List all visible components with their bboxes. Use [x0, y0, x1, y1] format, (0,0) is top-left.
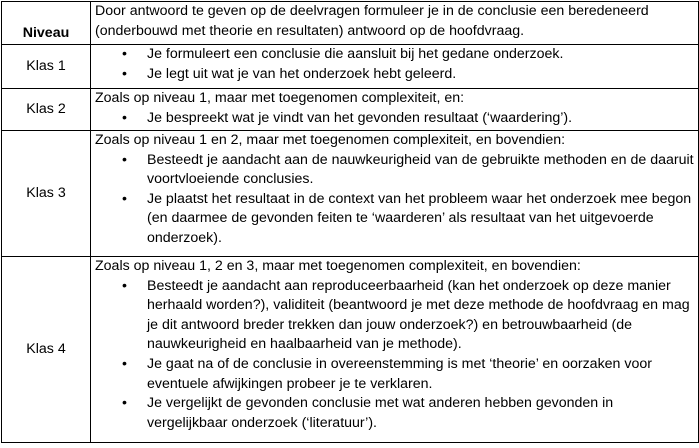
criteria-list	[95, 109, 694, 129]
criteria-list	[95, 151, 694, 249]
table-row-klas-1	[2, 45, 699, 89]
table-row-klas-4	[2, 257, 699, 443]
criterion-item	[95, 277, 694, 355]
criteria-list	[95, 45, 694, 84]
criteria-cell	[91, 89, 699, 131]
criteria-intro: Zoals op niveau 1, 2 en 3, maar met toegenomen complexiteit, en bovendien:	[95, 258, 581, 274]
level-cell: Klas 2	[2, 89, 91, 131]
rubric-table	[1, 1, 699, 443]
criterion-text: Je gaat na of de conclusie in overeenstemming is met ‘theorie’ en oorzaken voor eventuele afwijkingen probeer je te verklaren.	[147, 355, 652, 392]
criterion-text: Besteedt je aandacht aan reproduceerbaarheid (kan het onderzoek op deze manier herhaald worden?), validiteit (beantwoord je met deze methode de hoofdvraag en mag je dit antwoord breder trekken dan jouw onderzoek?) en betrouwbaarheid (de nauwkeurigheid en haalbaarheid van je methode).	[147, 277, 690, 353]
criteria-cell	[91, 45, 699, 89]
criteria-list	[95, 277, 694, 434]
level-cell: Klas 3	[2, 131, 91, 257]
criteria-cell	[91, 131, 699, 257]
criteria-intro: Zoals op niveau 1 en 2, maar met toegenomen complexiteit, en bovendien:	[95, 132, 566, 148]
criterion-item	[95, 394, 694, 433]
level-column-header: Niveau	[2, 2, 91, 45]
criterion-text: Je plaatst het resultaat in de context van het probleem waar het onderzoek mee begon (en daarmee de gevonden feiten te ‘waarderen’ als resultaat van het uitgevoerde onderzoek).	[147, 190, 692, 246]
bullet-icon: •	[122, 151, 127, 168]
criterion-item	[95, 65, 694, 85]
criterion-item	[95, 109, 694, 129]
criterion-item	[95, 151, 694, 190]
criterion-item	[95, 190, 694, 249]
bullet-icon: •	[122, 190, 127, 207]
bullet-icon: •	[122, 395, 127, 412]
bullet-icon: •	[122, 65, 127, 82]
table-row-klas-2	[2, 89, 699, 131]
criterion-text: Je bespreekt wat je vindt van het gevonden resultaat (‘waardering’).	[147, 109, 573, 126]
criteria-intro: Zoals op niveau 1, maar met toegenomen complexiteit, en:	[95, 90, 465, 106]
criterion-text: Je vergelijkt de gevonden conclusie met wat anderen hebben gevonden in vergelijkbaar onderzoek (‘literatuur’).	[147, 395, 614, 431]
criterion-text: Besteedt je aandacht aan de nauwkeurigheid van de gebruikte methoden en de daaruit voortvloeiende conclusies.	[147, 151, 694, 188]
bullet-icon: •	[122, 46, 127, 62]
level-cell: Klas 1	[2, 45, 91, 89]
table-row-klas-3	[2, 131, 699, 257]
table-header-row	[2, 2, 699, 45]
bullet-icon: •	[122, 355, 127, 372]
criterion-text: Je formuleert een conclusie die aansluit bij het gedane onderzoek.	[147, 46, 564, 62]
criteria-cell	[91, 257, 699, 443]
bullet-icon: •	[122, 277, 127, 294]
conclusion-description: Door antwoord te geven op de deelvragen formuleer je in de conclusie een beredeneerd (onderbouwd met theorie en resultaten) antwoord op de hoofdvraag.	[91, 2, 699, 45]
bullet-icon: •	[122, 109, 127, 126]
level-cell: Klas 4	[2, 257, 91, 443]
criterion-text: Je legt uit wat je van het onderzoek hebt geleerd.	[147, 65, 457, 82]
criterion-item	[95, 45, 694, 65]
criterion-item	[95, 355, 694, 394]
